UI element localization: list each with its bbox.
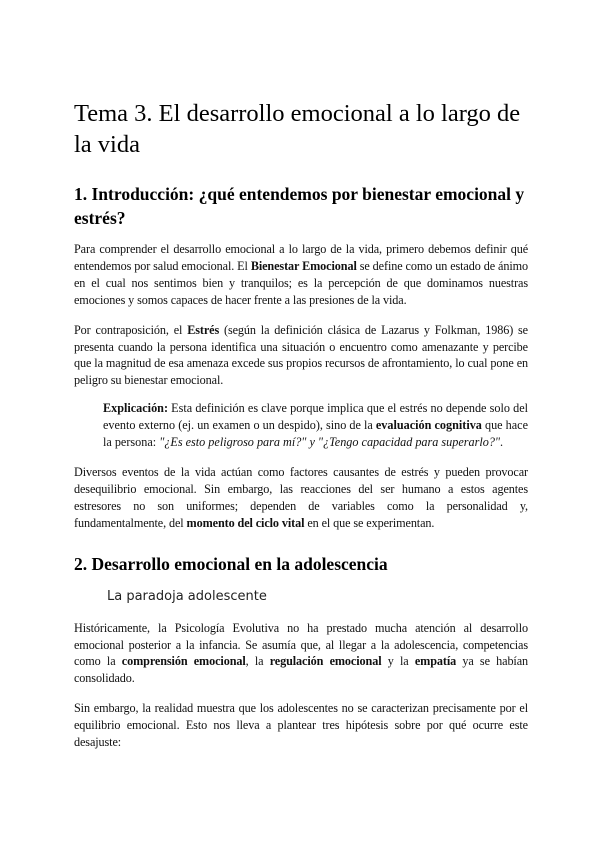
paragraph-estres: Por contraposición, el Estrés (según la definición clásica de Lazarus y Folkman, 1986) se presenta cuando la persona identifica una situación o encuentro como amenazante y percibe que la magnitud de esa amenaza excede sus propios recursos de afrontamiento, lo cual pone en peligro su bienestar emocional. <box>74 322 528 388</box>
paragraph-eventos: Diversos eventos de la vida actúan como factores causantes de estrés y pueden provocar desequilibrio emocional. Sin embargo, las reacciones del ser humano a estos agentes estresores no son uniformes; dependen de variables como la personalidad y, fundamentalmente, del momento del ciclo vital en el que se experimentan. <box>74 464 528 530</box>
section-2-heading: 2. Desarrollo emocional en la adolescencia <box>74 553 388 574</box>
callout-quote: "¿Es esto peligroso para mí?" y "¿Tengo capacidad para superarlo?" <box>159 435 501 450</box>
callout-label: Explicación: <box>103 401 169 416</box>
term-ciclo-vital: momento del ciclo vital <box>186 515 305 530</box>
paragraph-historico: Históricamente, la Psicología Evolutiva no ha prestado mucha atención al desarrollo emocional posterior a la infancia. Se asumía que, al llegar a la adolescencia, competencias como la comprensión emocional, la regulación emocional y la empatía ya se habían consolidado. <box>74 620 529 686</box>
subheading-paradoja: La paradoja adolescente <box>107 588 267 604</box>
term-empatia: empatía <box>414 654 457 669</box>
document-title: Tema 3. El desarrollo emocional a lo largo de la vida <box>74 100 521 158</box>
term-estres: Estrés <box>187 322 220 337</box>
term-evaluacion: evaluación cognitiva <box>375 418 482 433</box>
term-comprension: comprensión emocional <box>121 654 246 669</box>
term-regulacion: regulación emocional <box>269 654 382 669</box>
term-bienestar: Bienestar Emocional <box>250 258 357 273</box>
document-page <box>74 98 528 764</box>
explanation-callout: Explicación: Esta definición es clave porque implica que el estrés no depende solo del evento externo (ej. un examen o un despido), sino de la evaluación cognitiva que hace la persona: "¿Es esto peligroso para mí?" y "¿Tengo capacidad para superarlo?". <box>103 401 528 450</box>
paragraph-hipotesis: Sin embargo, la realidad muestra que los adolescentes no se caracterizan precisamente por el equilibrio emocional. Esto nos lleva a plantear tres hipótesis sobre por qué ocurre este desajuste: <box>74 701 528 750</box>
paragraph-bienestar: Para comprender el desarrollo emocional a lo largo de la vida, primero debemos definir qué entendemos por salud emocional. El Bienestar Emocional se define como un estado de ánimo en el cual nos sentimos bien y tranquilos; es la percepción de que dominamos nuestras emociones y somos capaces de hacer frente a las presiones de la vida. <box>74 242 528 307</box>
section-1-heading: 1. Introducción: ¿qué entendemos por bienestar emocional y estrés? <box>74 184 525 228</box>
